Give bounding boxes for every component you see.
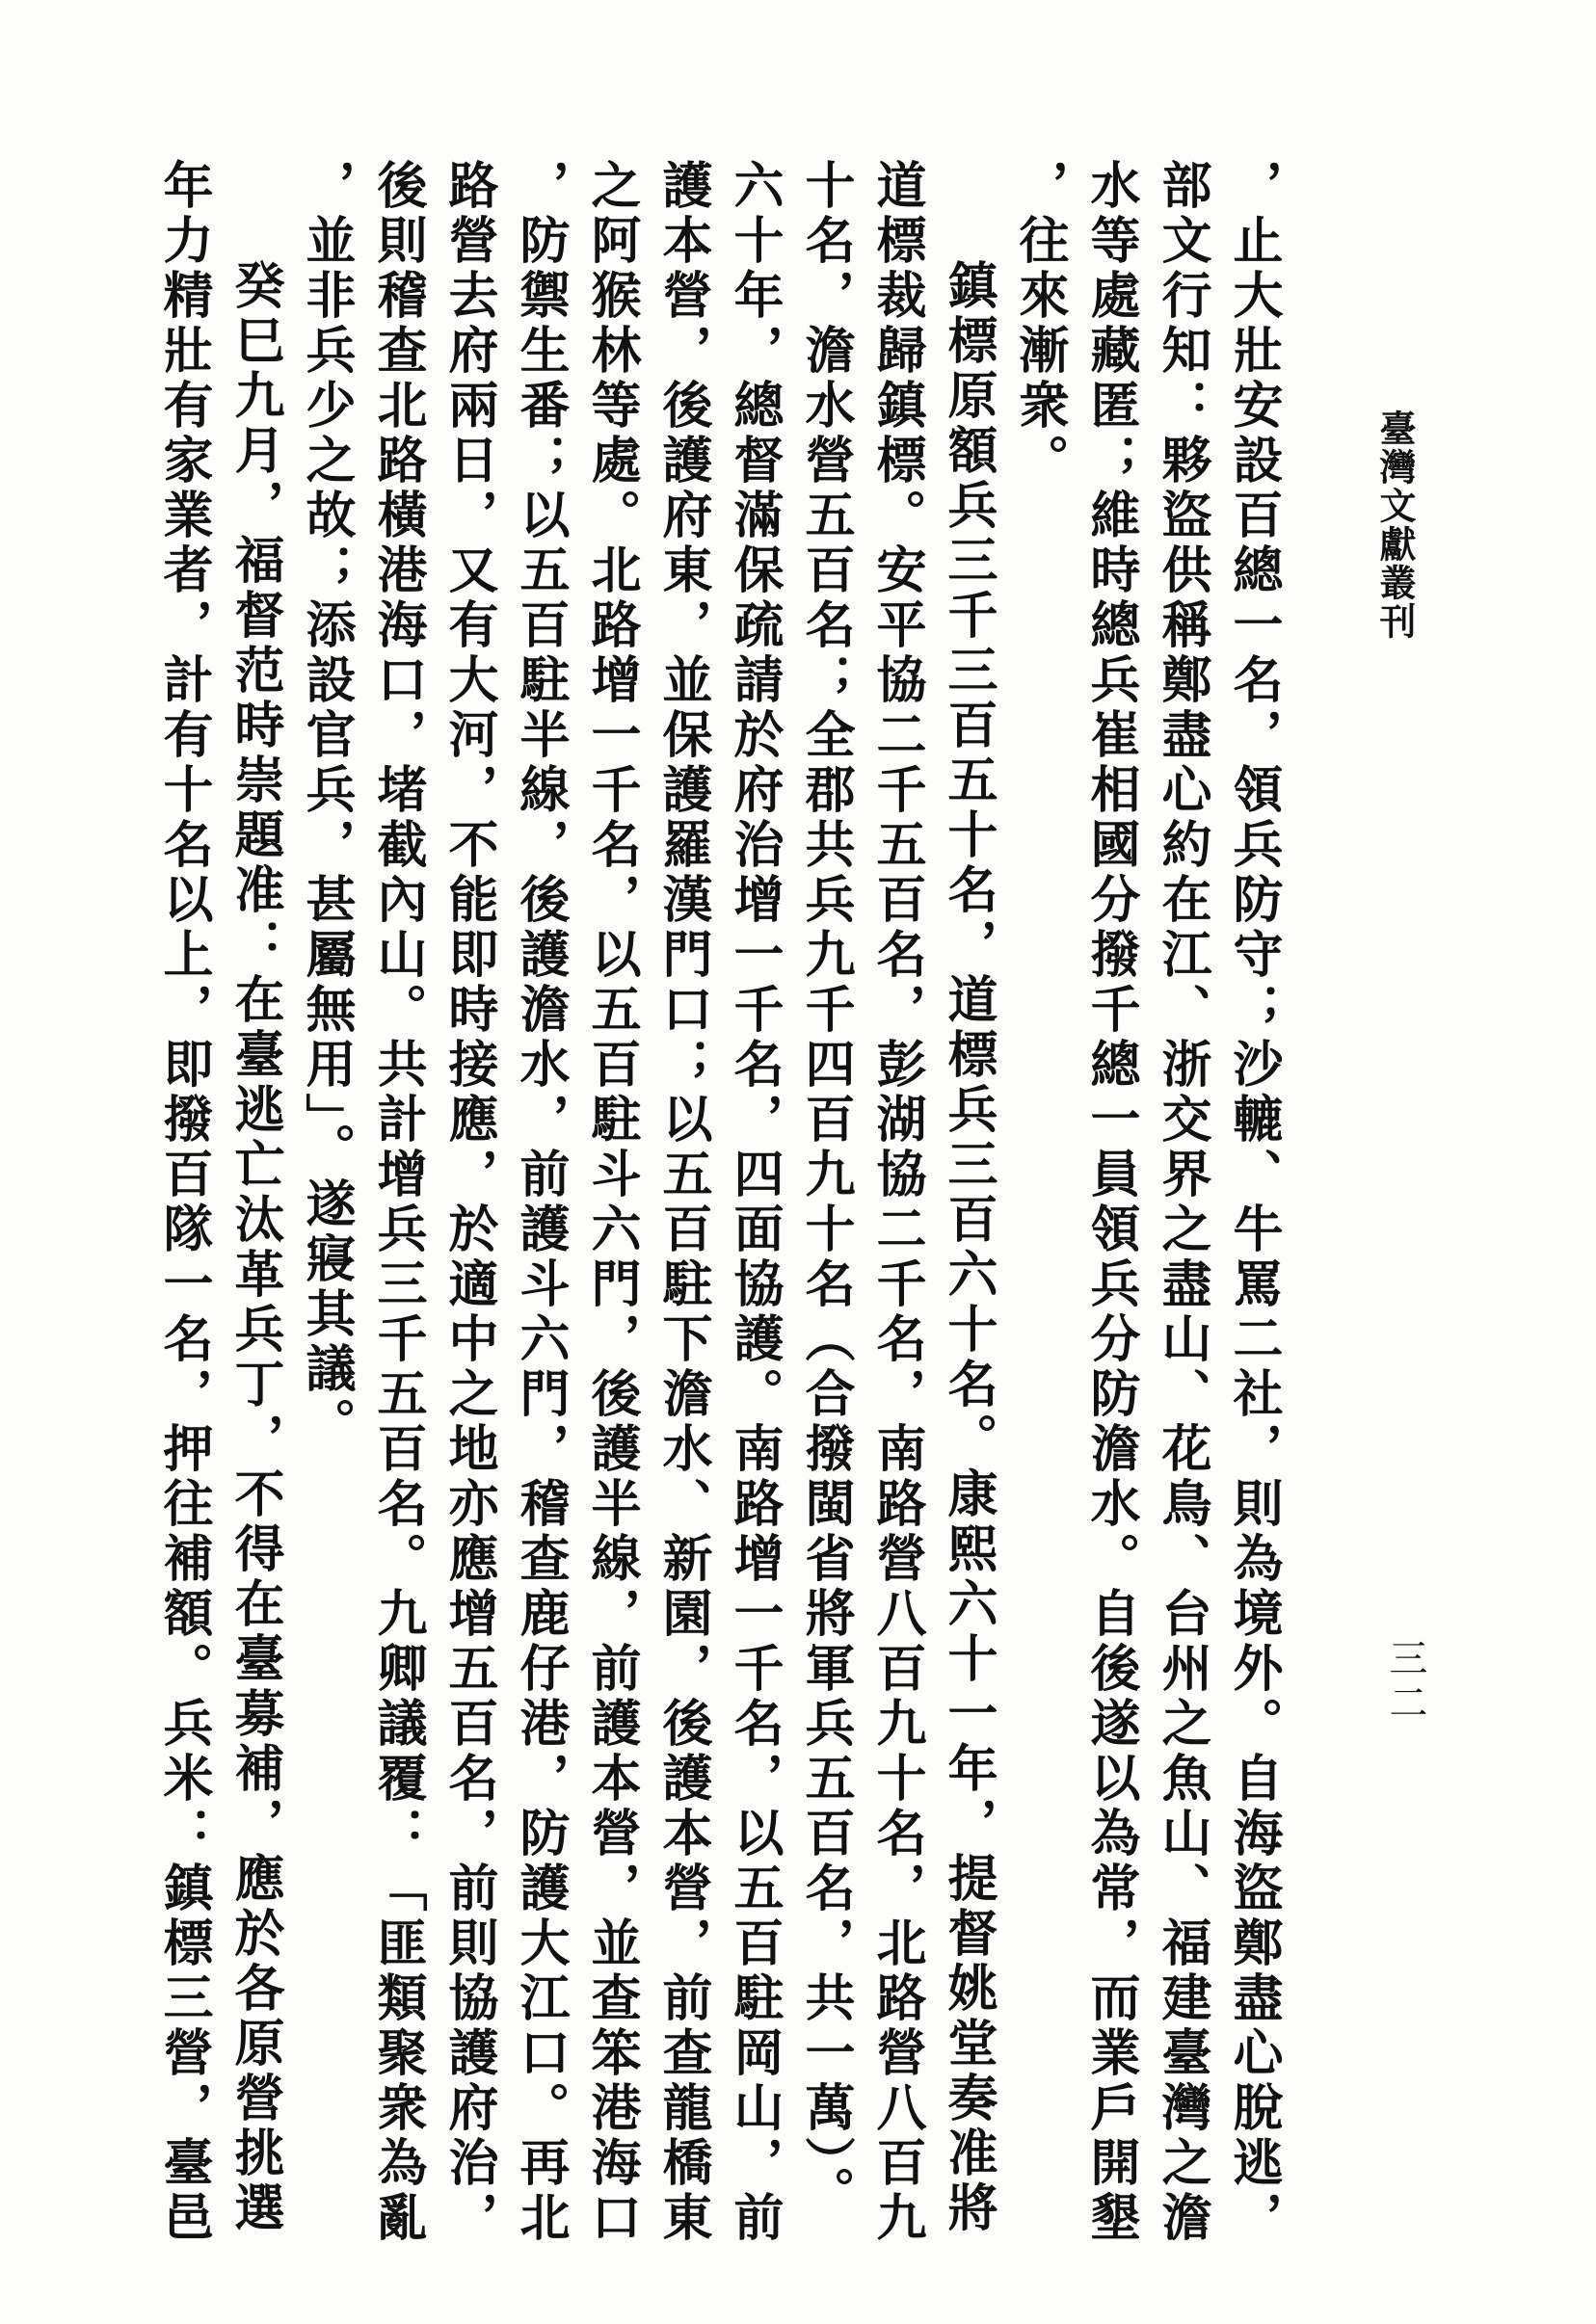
text-column: 路營去府兩日，又有大河，不能即時接應，於適中之地亦應增五百名，前則協護府治，	[439, 159, 498, 2246]
text-column: ，防禦生番；以五百駐半線，後護澹水，前護斗六門，稽查鹿仔港，防護大江口。再北	[511, 159, 570, 2246]
running-title: 臺灣文獻叢刊	[1373, 409, 1417, 641]
text-column: ，止大壯安設百總一名，領兵防守；沙轆、牛罵二社，則為境外。自海盜鄭盡心脫逃，	[1224, 159, 1283, 2246]
text-column: ，並非兵少之故；添設官兵，甚屬無用」。遂寢其議。	[297, 159, 356, 1452]
text-column: 之阿猴林等處。北路增一千名，以五百駐斗六門，後護半線，前護本營，並查笨港海口	[582, 159, 641, 2246]
text-column: 十名，澹水營五百名；全郡共兵九千四百九十名（合撥閩省將軍兵五百名，共一萬）。	[796, 159, 855, 2221]
text-column: 水等處藏匿；維時總兵崔相國分撥千總一員領兵分防澹水。自後遂以為常，而業戶開墾	[1081, 159, 1140, 2246]
text-column: 護本營，後護府東，並保護羅漢門口；以五百駐下澹水、新園，後護本營，前查龍橋東	[653, 159, 712, 2246]
text-column: 鎮標原額兵三千三百五十名，道標兵三百六十名。康熙六十一年，提督姚堂奏准將	[939, 259, 998, 2236]
text-column: 六十年，總督滿保疏請於府治增一千名，四面協護。南路增一千名，以五百駐岡山，前	[725, 159, 784, 2246]
text-column: 年力精壯有家業者，計有十名以上，即撥百隊一名，押往補額。兵米：鎮標三營，臺邑	[154, 159, 213, 2246]
page-number: 三二	[1383, 1638, 1427, 1727]
vertical-text-block	[150, 159, 1283, 2246]
text-column: 部文行知：夥盜供稱鄭盡心約在江、浙交界之盡山、花鳥、台州之魚山、福建臺灣之澹	[1153, 159, 1211, 2246]
text-column: ，往來漸衆。	[1010, 159, 1069, 489]
text-column: 道標裁歸鎮標。安平協二千五百名，彭湖協二千名，南路營八百九十名，北路營八百九	[867, 159, 926, 2246]
text-column: 後則稽查北路橫港海口，堵截內山。共計增兵三千五百名。九卿議覆：「匪類聚衆為亂	[368, 159, 427, 2246]
text-column: 癸巳九月，福督范時崇題准：在臺逃亡汰革兵丁，不得在臺募補，應於各原營挑選	[226, 259, 284, 2236]
